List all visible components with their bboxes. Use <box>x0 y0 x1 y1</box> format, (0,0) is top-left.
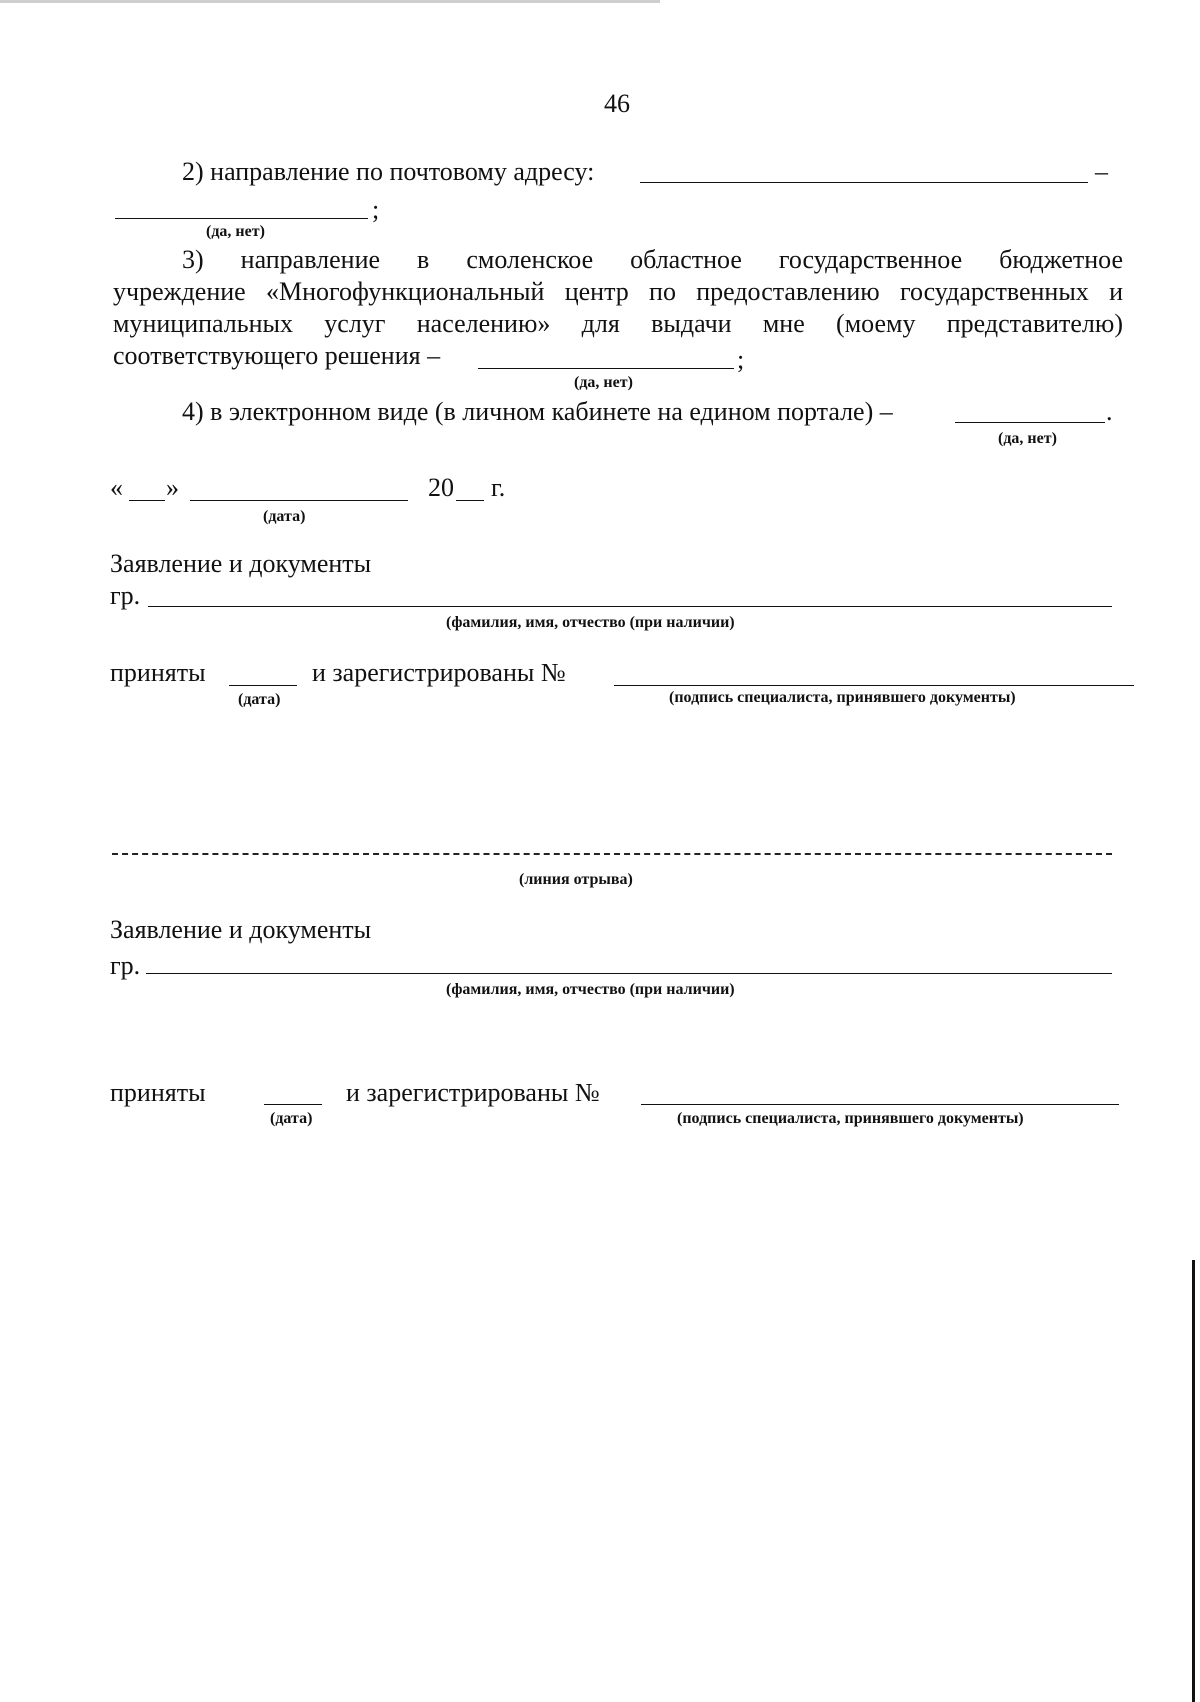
block1-citizen-caption: (фамилия, имя, отчество (при наличии) <box>446 614 735 631</box>
block1-citizen-line <box>148 606 1112 607</box>
date-day-line <box>129 500 165 501</box>
block2-registered: и зарегистрированы № <box>346 1078 600 1107</box>
block2-date-line <box>264 1104 322 1105</box>
item2-text: 2) направление по почтовому адресу: <box>182 157 595 186</box>
item3-line2: учреждение «Многофункциональный центр по предоставлению государственных и <box>113 277 1123 306</box>
block1-accepted: приняты <box>110 658 206 687</box>
date-caption: (дата) <box>263 508 306 525</box>
block1-heading: Заявление и документы <box>110 549 372 578</box>
item3-semicolon: ; <box>737 345 745 374</box>
item2-address-line <box>640 182 1088 183</box>
scan-edge-top <box>0 0 660 3</box>
block1-citizen-prefix: гр. <box>110 581 141 610</box>
block2-citizen-line <box>146 973 1112 974</box>
block1-registered: и зарегистрированы № <box>312 658 566 687</box>
block2-citizen-caption: (фамилия, имя, отчество (при наличии) <box>446 981 735 998</box>
date-month-line <box>190 500 408 501</box>
block1-date-caption: (дата) <box>238 691 281 708</box>
block1-signature-line <box>614 685 1134 686</box>
item3-line4: соответствующего решения – <box>113 341 441 370</box>
block2-accepted: приняты <box>110 1078 206 1107</box>
block2-heading: Заявление и документы <box>110 915 372 944</box>
block2-signature-line <box>641 1104 1119 1105</box>
tear-line-caption: (линия отрыва) <box>519 871 633 888</box>
item2-answer-line <box>115 218 368 219</box>
block2-citizen-prefix: гр. <box>110 951 141 980</box>
item3-line3: муниципальных услуг населению» для выдачи мне (моему представителю) <box>113 309 1123 338</box>
item3-answer-line <box>478 368 734 369</box>
item4-period: . <box>1106 397 1113 426</box>
date-year-line <box>456 500 484 501</box>
item4-caption: (да, нет) <box>998 430 1057 447</box>
scan-edge-right <box>1192 1260 1195 1702</box>
item3-line1: 3) направление в смоленское областное государственное бюджетное <box>182 245 1123 274</box>
date-close-quote: » <box>166 473 179 502</box>
date-open-quote: « <box>110 473 123 502</box>
item3-caption: (да, нет) <box>574 374 633 391</box>
item4-answer-line <box>955 422 1105 423</box>
page-number: 46 <box>604 89 630 118</box>
item2-caption: (да, нет) <box>206 223 265 240</box>
block1-signature-caption: (подпись специалиста, принявшего документы) <box>669 689 1016 706</box>
tear-line <box>112 853 1112 855</box>
date-year-suffix: г. <box>491 473 506 502</box>
date-year-prefix: 20 <box>428 473 454 502</box>
block2-date-caption: (дата) <box>270 1110 313 1127</box>
item2-dash: – <box>1095 157 1108 186</box>
item2-semicolon: ; <box>372 195 380 224</box>
item4-text: 4) в электронном виде (в личном кабинете на едином портале) – <box>182 397 893 426</box>
block2-signature-caption: (подпись специалиста, принявшего документы) <box>677 1110 1024 1127</box>
block1-date-line <box>229 685 297 686</box>
